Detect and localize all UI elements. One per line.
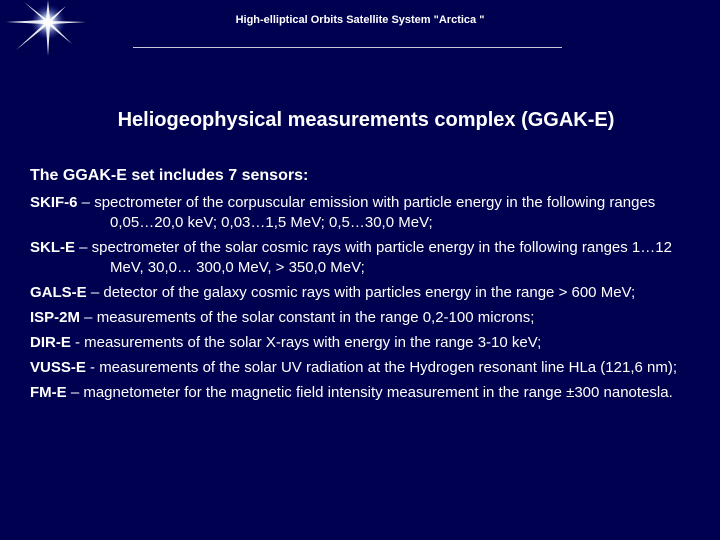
sensor-item-vuss-e xyxy=(30,358,702,378)
sensor-item-isp-2m xyxy=(30,308,702,328)
header-title: High-elliptical Orbits Satellite System "Arctica " xyxy=(235,14,485,26)
sensor-name: VUSS-E xyxy=(30,359,86,376)
sensor-description: – spectrometer of the corpuscular emission with particle energy in the following ranges 0,05…20,0 keV; 0,03…1,5 MeV; 0,5…30,0 MeV; xyxy=(77,194,656,231)
sensor-description: – measurements of the solar constant in the range 0,2-100 microns; xyxy=(80,309,535,326)
intro-text: The GGAK-E set includes 7 sensors: xyxy=(30,167,309,184)
sensor-name: SKIF-6 xyxy=(30,194,78,211)
page-title: Heliogeophysical measurements complex (GGAK-E) xyxy=(117,109,615,131)
sensor-name: DIR-E xyxy=(30,334,71,351)
sensor-description: - measurements of the solar UV radiation at the Hydrogen resonant line HLa (121,6 nm); xyxy=(85,359,677,376)
sensor-item-dir-e xyxy=(30,333,702,353)
sensor-item-gals-e xyxy=(30,283,702,303)
sensor-description: – magnetometer for the magnetic field intensity measurement in the range ±300 nanotesla. xyxy=(66,384,673,401)
sensor-name: SKL-E xyxy=(30,239,75,256)
sensor-description: – detector of the galaxy cosmic rays with particles energy in the range > 600 MeV; xyxy=(86,284,636,301)
sensor-list xyxy=(30,193,702,408)
header-divider xyxy=(133,47,562,48)
sensor-name: GALS-E xyxy=(30,284,87,301)
sensor-name: ISP-2M xyxy=(30,309,81,326)
sensor-name: FM-E xyxy=(30,384,67,401)
star-burst-icon xyxy=(6,0,86,56)
sensor-description: - measurements of the solar X-rays with energy in the range 3-10 keV; xyxy=(70,334,542,351)
sensor-item-skif-6 xyxy=(30,193,702,233)
sensor-item-fm-e xyxy=(30,383,702,403)
sensor-description: – spectrometer of the solar cosmic rays with particle energy in the following ranges 1…12 MeV, 30,0… 300,0 MeV, > 350,0 MeV; xyxy=(75,239,672,276)
sensor-item-skl-e xyxy=(30,238,702,278)
